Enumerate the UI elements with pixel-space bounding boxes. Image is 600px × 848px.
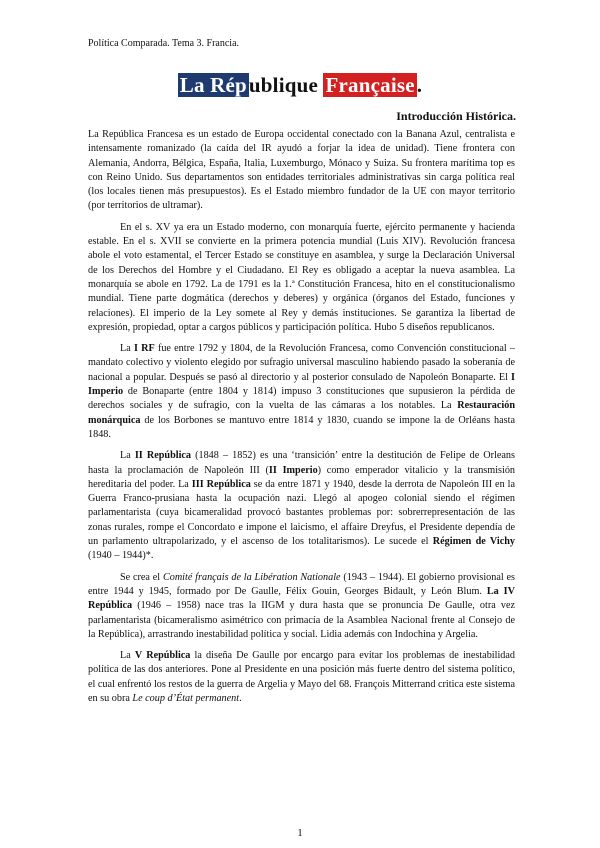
title-plain: ublique (248, 73, 324, 97)
bold-term: Restauración monárquica (88, 400, 515, 426)
paragraph-intro: La República Francesa es un estado de Europa occidental conectado con la Banana Azul, centralista e intensamente romanizado (la caída del IR ayudó a forjar la idea de unidad). Tiene frontera con Alemania, Andorra, Bélgica, España, Italia, Luxemburgo, Mónaco y Suiza. Su frontera marítima top es con Reino Unido. Sus departamentos son entidades territoriales administrativas sin carga política real (los locales tienen más presupuestos). Es el Estado miembro fundador de la UE con mayor territorio (por territorios de ultramar). (88, 129, 515, 212)
text-run: (1848 – 1852) es una ‘transición’ entre la destitución de Felipe de Orleans hasta la proclamación de Napoleón III ( (88, 450, 515, 476)
page-number: 1 (297, 827, 303, 839)
section-subtitle: Introducción Histórica. (396, 109, 516, 123)
text-run: la diseña De Gaulle por encargo para evitar los problemas de inestabilidad política de las dos anteriores. Pone al Presidente en una posición más fuerte dentro del sistema político, el cual enfrentó los restos de la guerra de Argelia y Mayo del 68. François Mitterrand critica este sistema en su obra (88, 650, 516, 704)
italic-term: Comité français de la Libération Nationale (162, 571, 341, 583)
text-run: Se crea el (120, 571, 163, 583)
paragraph-fifth-republic (88, 649, 515, 706)
bold-term: II Imperio (268, 464, 318, 476)
text-run: (1946 – 1958) nace tras la IIGM y dura hasta que se pronuncia De Gaulle, otra vez parlamentarista (bicameralismo asimétrico con primacía de la Asamblea Nacional frente al Consejo de la República), arrastrando inestabilidad política y social. Lidia además con Indochina y Argelia. (88, 600, 515, 640)
bold-term: I Imperio (88, 371, 515, 398)
document-body (88, 128, 515, 713)
title-highlight-blue: La Rép (179, 73, 247, 97)
paragraph-history: En el s. XV ya era un Estado moderno, con monarquía fuerte, ejército permanente y hacienda estable. En el s. XVII se convierte en la primera potencia mundial (Luis XIV). Revolución francesa abole el voto estamental, el Tercer Estado se constituye en asamblea, y surge la Declaración Universal de los Derechos del Hombre y el Ciudadano. El Rey es obligado a aceptar la nueva asamblea. La monarquía se abole en 1792. La de 1791 es la 1.ª Constitución Francesa, hito en el constitucionalismo mundial. Tiene parte dogmática (derechos y deberes) y orgánica (órganos del Estado, funciones y relaciones). El imperio de la Ley somete al Rey y demás instituciones. Se garantiza la libertad de expresión, propiedad, optar a cargos públicos y participación política. Hubo 5 diseños republicanos. (88, 221, 515, 333)
text-run: . (239, 692, 242, 704)
text-run: fue entre 1792 y 1804, de la Revolución Francesa, como Convención constitucional – mandato colectivo y violento elegido por sufragio universal masculino habiendo pasado la soberanía de nacional a popular. Después se pasó al directorio y al posterior consulado de Napoleón Bonaparte. El (88, 343, 516, 383)
document-title (0, 73, 600, 98)
running-header: Política Comparada. Tema 3. Francia. (88, 38, 240, 49)
paragraph-fourth-republic (88, 571, 515, 642)
text-run: se da entre 1871 y 1940, desde la derrota de Napoleón III en la Guerra Franco-prusiana hasta la ocupación nazi. Llegó al apogeo colonial siendo el régimen parlamentarista (cuya bicameralidad provocó bastantes problemas por: sobrerrepresentación de las zonas rurales, rompe el Concordato e impone el laicismo, el affaire Dreyfus, el Presidente dependía de un parlamento ultrapolarizado, y el ascenso de los totalitarismos). Le sucede el (88, 478, 515, 548)
text-run: ) como emperador vitalicio y la transmisión hereditaria del poder. La (88, 464, 516, 490)
paragraph-second-third-republic (88, 449, 515, 563)
text-run: La (120, 650, 135, 662)
italic-term: Le coup d’État permanent (132, 692, 240, 704)
title-highlight-red: Française (325, 73, 415, 97)
text-run: de Bonaparte (entre 1804 y 1814) impuso 3 constituciones que supusieron la pérdida de derechos sociales y de sufragio, con la vuelta de las cámaras a los notables. La (88, 386, 515, 412)
bold-term: II República (134, 450, 192, 462)
text-run: (1940 – 1944)*. (88, 550, 154, 562)
title-period: . (416, 73, 423, 97)
text-run: La (120, 343, 134, 355)
text-run: de los Borbones se mantuvo entre 1814 y 1830, cuando se impone la de Orléans hasta 1848. (88, 414, 515, 440)
bold-term: III República (191, 478, 251, 490)
paragraph-first-republic (88, 342, 515, 442)
bold-term: I RF (133, 343, 155, 355)
text-run: (1943 – 1944). El gobierno provisional es entre 1944 y 1945, formado por De Gaulle, Félix Gouin, Georges Bidault, y León Blum. (88, 571, 516, 597)
bold-term: V República (134, 650, 191, 662)
text-run: La (120, 450, 135, 462)
bold-term: La IV República (88, 585, 515, 612)
bold-term: Régimen de Vichy (432, 536, 515, 548)
